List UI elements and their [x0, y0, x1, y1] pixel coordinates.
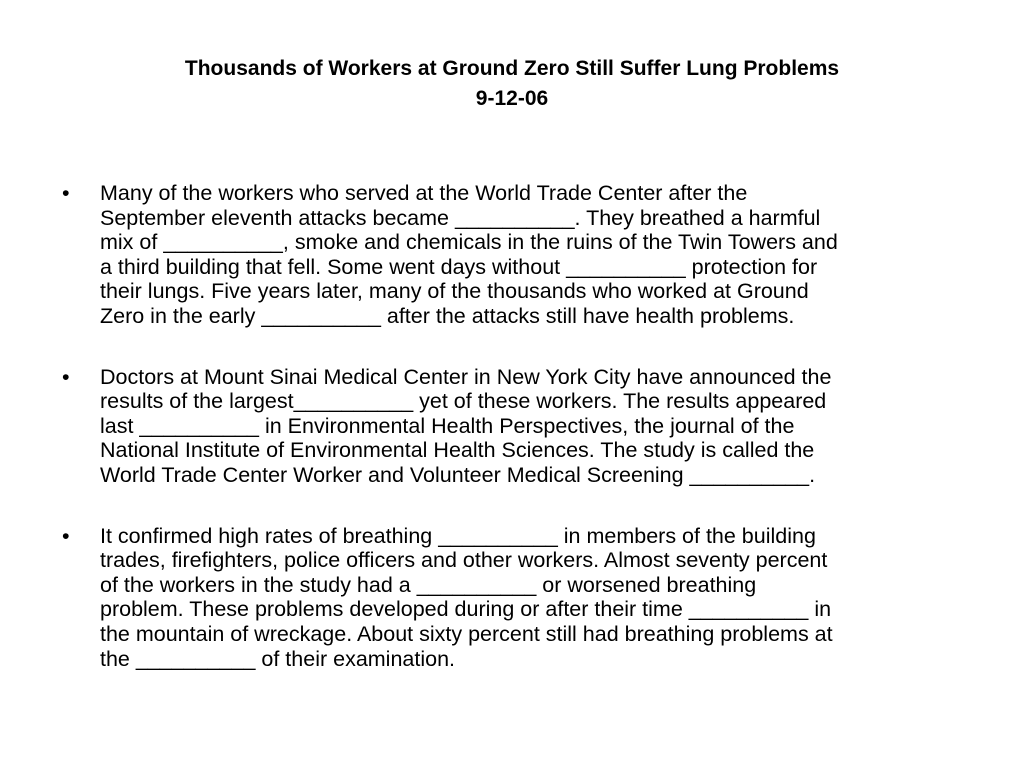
paragraph-line: Many of the workers who served at the World Trade Center after the [100, 181, 748, 205]
paragraph-line: trades, firefighters, police officers and other workers. Almost seventy percent [100, 548, 828, 573]
paragraph-line: their lungs. Five years later, many of the thousands who worked at Ground [100, 279, 809, 304]
bullet-paragraph-3 [62, 524, 1002, 672]
paragraph-line: problem. These problems developed during or after their time __________ in [100, 597, 832, 622]
paragraph-line: last __________ in Environmental Health Perspectives, the journal of the [100, 413, 795, 438]
paragraph-line: It confirmed high rates of breathing __________ in members of the building [100, 523, 816, 548]
bullet-icon: • [62, 523, 70, 548]
paragraph-line: the __________ of their examination. [100, 646, 456, 671]
bullet-paragraph-2 [62, 365, 1002, 488]
bullet-list [62, 181, 1002, 707]
bullet-icon: • [62, 364, 70, 389]
paragraph-line: a third building that fell. Some went days without __________ protection for [100, 254, 818, 279]
bullet-icon: • [62, 181, 70, 205]
paragraph-line: September eleventh attacks became __________. They breathed a harmful [100, 205, 821, 230]
title-date: 9-12-06 [475, 87, 549, 110]
paragraph-line: Zero in the early __________ after the attacks still have health problems. [100, 303, 795, 328]
slide-title [0, 54, 1024, 114]
paragraph-line: the mountain of wreckage. About sixty percent still had breathing problems at [100, 621, 833, 646]
paragraph-line: National Institute of Environmental Health Sciences. The study is called the [100, 438, 815, 463]
paragraph-line: of the workers in the study had a __________ or worsened breathing [100, 572, 757, 597]
paragraph-line: results of the largest__________ yet of these workers. The results appeared [100, 389, 827, 414]
bullet-paragraph-1 [62, 181, 1002, 329]
paragraph-line: World Trade Center Worker and Volunteer Medical Screening __________. [100, 462, 816, 487]
paragraph-line: mix of __________, smoke and chemicals in the ruins of the Twin Towers and [100, 230, 838, 255]
title-heading: Thousands of Workers at Ground Zero Still Suffer Lung Problems [184, 57, 840, 80]
paragraph-line: Doctors at Mount Sinai Medical Center in New York City have announced the [100, 364, 832, 389]
